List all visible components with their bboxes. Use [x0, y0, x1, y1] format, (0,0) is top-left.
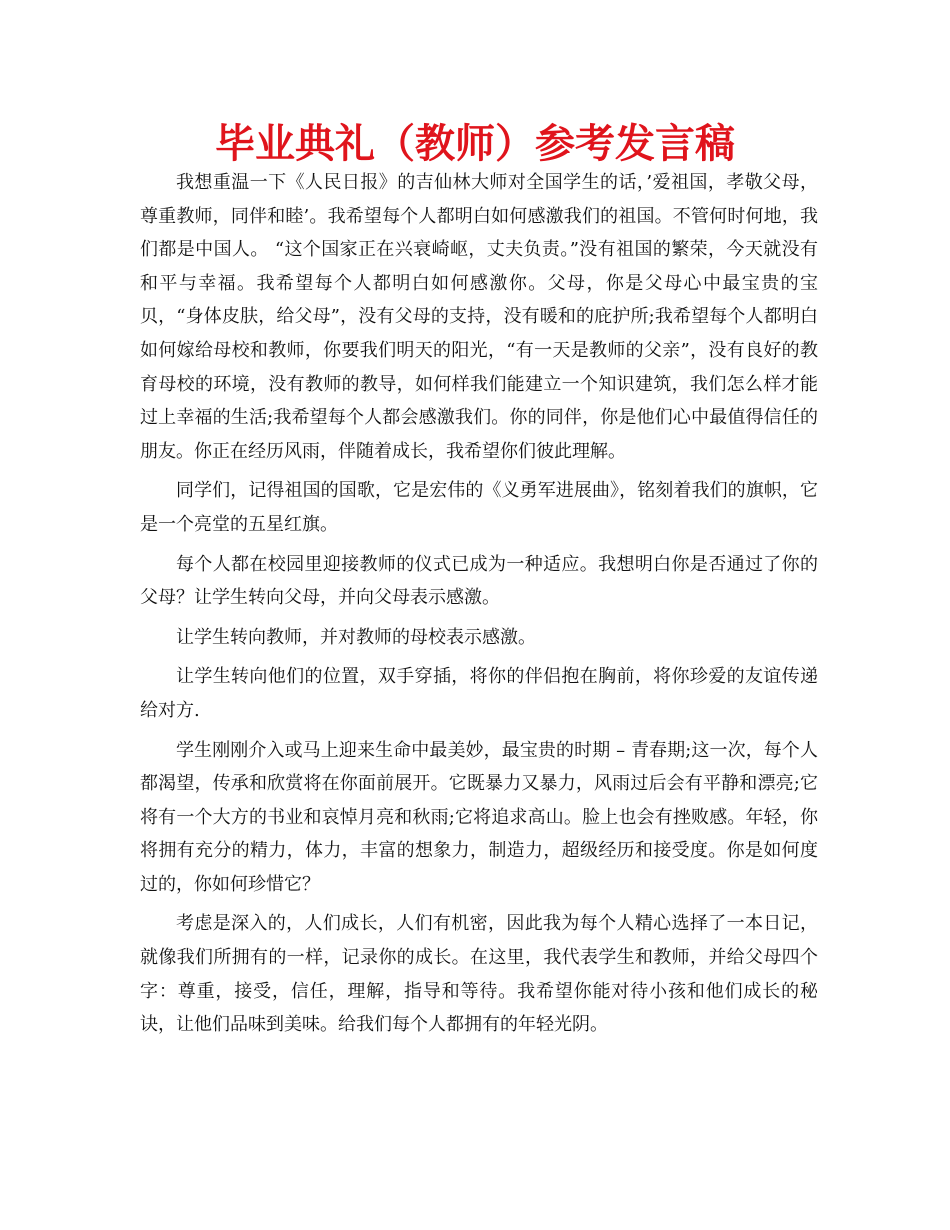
paragraph-4: 让学生转向教师，并对教师的母校表示感激。	[176, 626, 536, 648]
paragraph-2: 同学们，记得祖国的国歌，它是宏伟的《义勇军进展曲》，铭刻着我们的旗帜，它是一个亮堂的五星红旗。	[140, 480, 818, 535]
document-title: 毕业典礼（教师）参考发言稿	[215, 121, 735, 167]
paragraph-3: 每个人都在校园里迎接教师的仪式已成为一种适应。我想明白你是否通过了你的父母？让学生转向父母，并向父母表示感激。	[140, 553, 818, 609]
paragraph-6: 学生刚刚介入或马上迎来生命中最美妙，最宝贵的时期 – 青春期;这一次，每个人都渴望，传承和欣赏将在你面前展开。它既暴力又暴力，风雨过后会有平静和漂亮;它将有一个大方的书业和哀悼月亮和秋雨;它将追求高山。脸上也会有挫败感。年轻，你将拥有充分的精力，体力，丰富的想象力，制造力，超级经历和接受度。你是如何度过的，你如何珍惜它？	[140, 739, 818, 895]
paragraph-1: 我想重温一下《人民日报》的吉仙林大师对全国学生的话，’爱祖国，孝敬父母，尊重教师，同伴和睦’。我希望每个人都明白如何感激我们的祖国。不管何时何地，我们都是中国人。 “这个国家正在兴衰崎岖，丈夫负责。”没有祖国的繁荣，今天就没有和平与幸福。我希望每个人都明白如何感激你。父母，你是父母心中最宝贵的宝贝，“身体皮肤，给父母”，没有父母的支持，没有暖和的庇护所;我希望每个人都明白如何嫁给母校和教师，你要我们明天的阳光，“有一天是教师的父亲”，没有良好的教育母校的环境，没有教师的教导，如何样我们能建立一个知识建筑，我们怎么样才能过上幸福的生活;我希望每个人都会感激我们。你的同伴，你是他们心中最值得信任的朋友。你正在经历风雨，伴随着成长，我希望你们彼此理解。	[140, 172, 818, 462]
paragraph-5: 让学生转向他们的位置，双手穿插，将你的伴侣抱在胸前，将你珍爱的友谊传递给对方.	[140, 666, 818, 721]
document-body	[140, 166, 818, 1042]
paragraph-7: 考虑是深入的，人们成长，人们有机密，因此我为每个人精心选择了一本日记，就像我们所拥有的一样，记录你的成长。在这里，我代表学生和教师，并给父母四个字：尊重，接受，信任，理解，指导和等待。我希望你能对待小孩和他们成长的秘诀，让他们品味到美味。给我们每个人都拥有的年轻光阴。	[140, 913, 818, 1036]
